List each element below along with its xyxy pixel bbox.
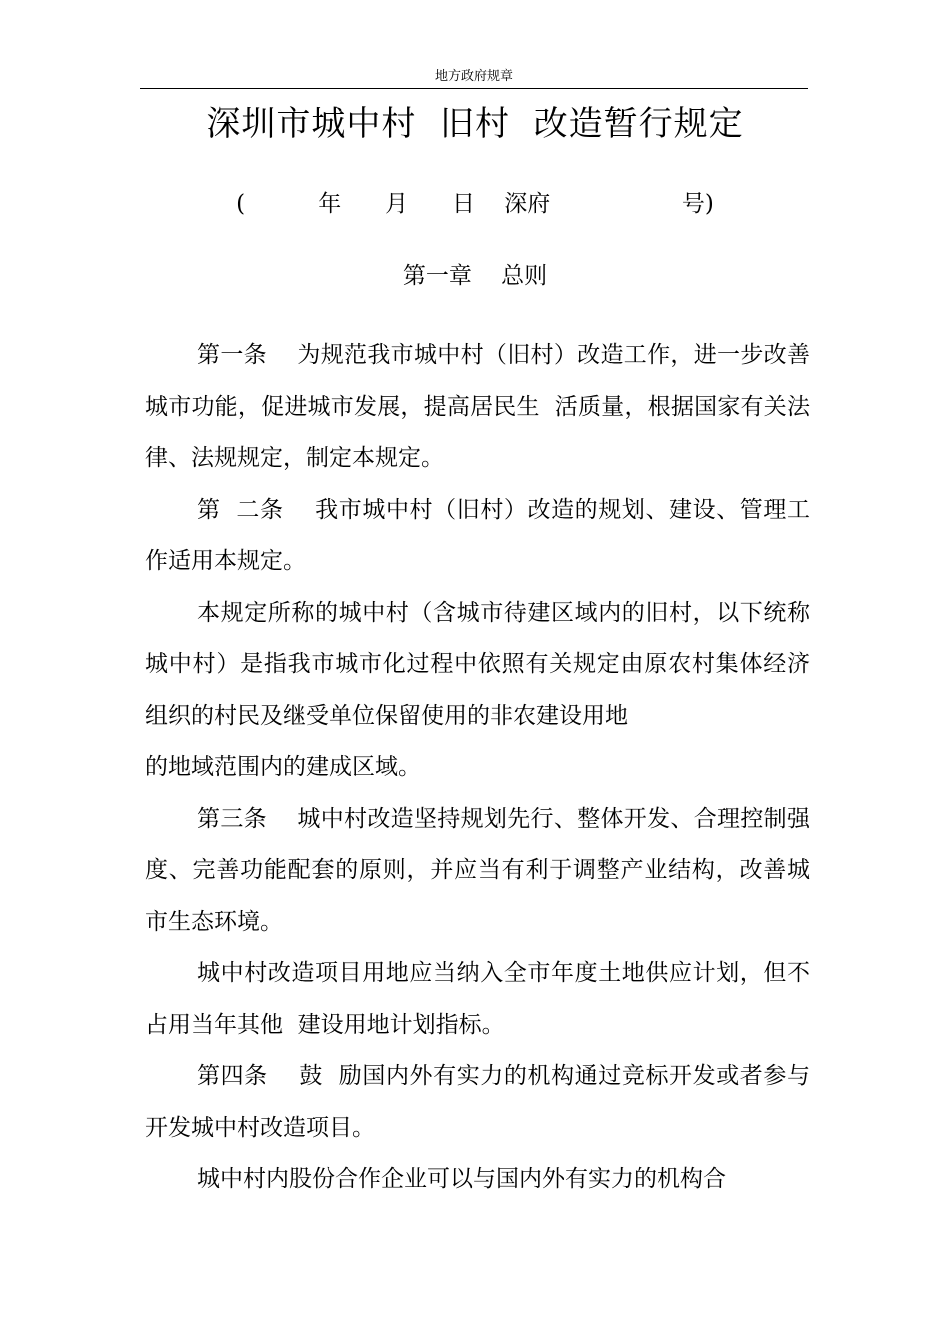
document-number: ( 年 月 日 深府 号) (236, 191, 714, 217)
paragraph-definition-continued: 的地域范围内的建成区域。 (145, 754, 421, 780)
paragraph-definition: 本规定所称的城中村（含城市待建区域内的旧村，以下统称城中村）是指我市城市化过程中依照有关规定由原农村集体经济组织的村民及继受单位保留使用的非农建设用地 (145, 599, 810, 729)
paragraph-article-3: 第三条 城中村改造坚持规划先行、整体开发、合理控制强 度、完善功能配套的原则，并应当有利于调整产业结构，改善城市生态环境。 (145, 805, 825, 935)
paragraph-article-1: 第一条 为规范我市城中村（旧村）改造工作，进一步改善城市功能，促进城市发展，提高居民生 活质量，根据国家有关法律、法规规定，制定本规定。 (145, 342, 810, 471)
chapter-heading: 第一章 总则 (402, 263, 548, 289)
running-header: 地方政府规章 (434, 69, 513, 84)
paragraph-cooperation: 城中村内股份合作企业可以与国内外有实力的机构合 (197, 1166, 726, 1192)
body-text (145, 330, 825, 1206)
paragraph-article-2: 第 二条 我市城中村（旧村）改造的规划、建设、管理工作适用本规定。 (145, 496, 810, 574)
paragraph-land-plan: 城中村改造项目用地应当纳入全市年度土地供应计划，但不占用当年其他 建设用地计划指标。 (145, 960, 810, 1038)
header-rule (140, 88, 808, 89)
paragraph-article-4: 第四条 鼓 励国内外有实力的机构通过竞标开发或者参与开发城中村改造项目。 (145, 1063, 810, 1141)
document-title: 深圳市城中村 旧村 改造暂行规定 (206, 104, 744, 144)
